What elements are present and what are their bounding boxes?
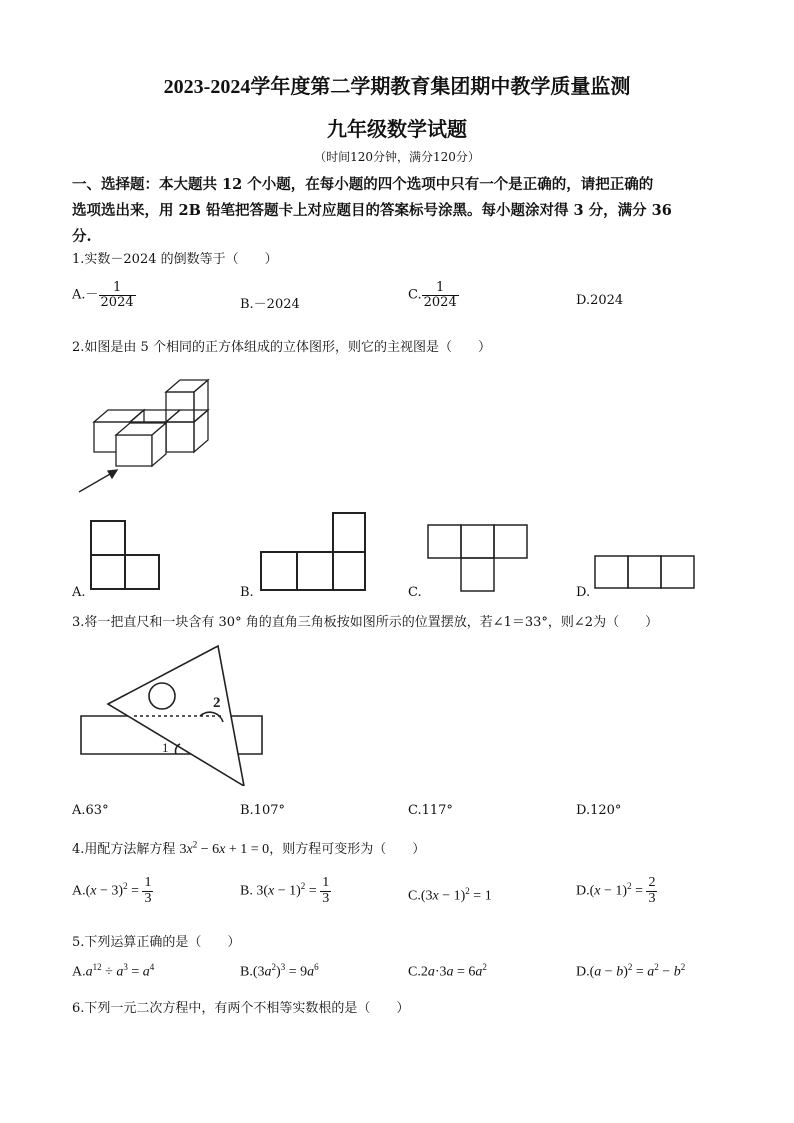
q2-option-d-label: D. <box>576 585 591 600</box>
q2-option-b-label: B. <box>240 585 254 600</box>
q2-option-a-figure <box>88 518 163 593</box>
q2-option-c-figure <box>425 522 531 594</box>
q1-option-d: D.2024 <box>576 293 624 308</box>
exam-info: （时间120分钟，满分120分） <box>314 150 480 164</box>
q3-angle1-label: 1 <box>162 740 169 755</box>
q2-option-b-figure <box>258 510 368 593</box>
q3-option-a: A.63° <box>72 803 109 818</box>
q1-stem: 1.实数－2024 的倒数等于（ ） <box>72 252 278 267</box>
q3-option-c: C.117° <box>408 803 453 818</box>
q5-option-d: $D.(a - b)^2 = a^2 - b^2$ <box>576 962 686 980</box>
q3-stem: 3.将一把直尺和一块含有 30° 角的直角三角板按如图所示的位置摆放，若∠1＝33°，则∠2为（ ） <box>72 615 659 630</box>
q3-angle2-label: 2 <box>213 695 221 711</box>
q1-option-b: B.－2024 <box>240 297 300 312</box>
q2-option-c-label: C. <box>408 585 422 600</box>
q3-ruler-triangle-figure <box>76 636 276 786</box>
section-instructions-line1: 一、选择题：本大题共 12 个小题，在每小题的四个选项中只有一个是正确的，请把正确的 <box>72 176 654 193</box>
q5-option-c: $C.2a\cdot 3a = 6a^2$ <box>408 962 487 980</box>
q2-option-a-label: A. <box>72 585 86 600</box>
q3-option-b: B.107° <box>240 803 285 818</box>
q5-option-b: $B.(3a^2)^3 = 9a^6$ <box>240 962 319 980</box>
q1-option-c: C. $\frac{1}{2024}$ <box>408 280 457 310</box>
q3-option-d: D.120° <box>576 803 622 818</box>
exam-subtitle: 九年级数学试题 <box>327 119 467 141</box>
q5-stem: 5.下列运算正确的是（ ） <box>72 935 241 950</box>
q4-option-d: $D.(x - 1)^2$ = $\frac{2}{3}$ <box>576 875 656 906</box>
q5-option-a: $A.a^{12} \div a^3 = a^4$ <box>72 962 155 980</box>
section-instructions-line3: 分. <box>72 228 92 245</box>
q2-option-d-figure <box>592 553 698 591</box>
q1-option-a: A.－ $\frac{1}{2024}$ <box>72 280 134 310</box>
q4-option-c: $C.(3x - 1)^2 = 1$ <box>408 886 492 904</box>
q4-option-b: B. $3(x - 1)^2$ = $\frac{1}{3}$ <box>240 875 330 906</box>
exam-title: 2023-2024学年度第二学期教育集团期中教学质量监测 <box>163 76 631 98</box>
q4-stem: 4.用配方法解方程 $3x^2 - 6x + 1 = 0$，则方程可变形为（ ） <box>72 839 426 857</box>
q2-stem: 2.如图是由 5 个相同的正方体组成的立体图形，则它的主视图是（ ） <box>72 340 491 355</box>
q6-stem: 6.下列一元二次方程中，有两个不相等实数根的是（ ） <box>72 1001 410 1016</box>
q4-option-a: $A.(x - 3)^2$ = $\frac{1}{3}$ <box>72 875 152 906</box>
q2-cube-figure <box>72 370 222 500</box>
section-instructions-line2: 选项选出来，用 2B 铅笔把答题卡上对应题目的答案标号涂黑。每小题涂对得 3 分，满分 36 <box>72 202 672 219</box>
